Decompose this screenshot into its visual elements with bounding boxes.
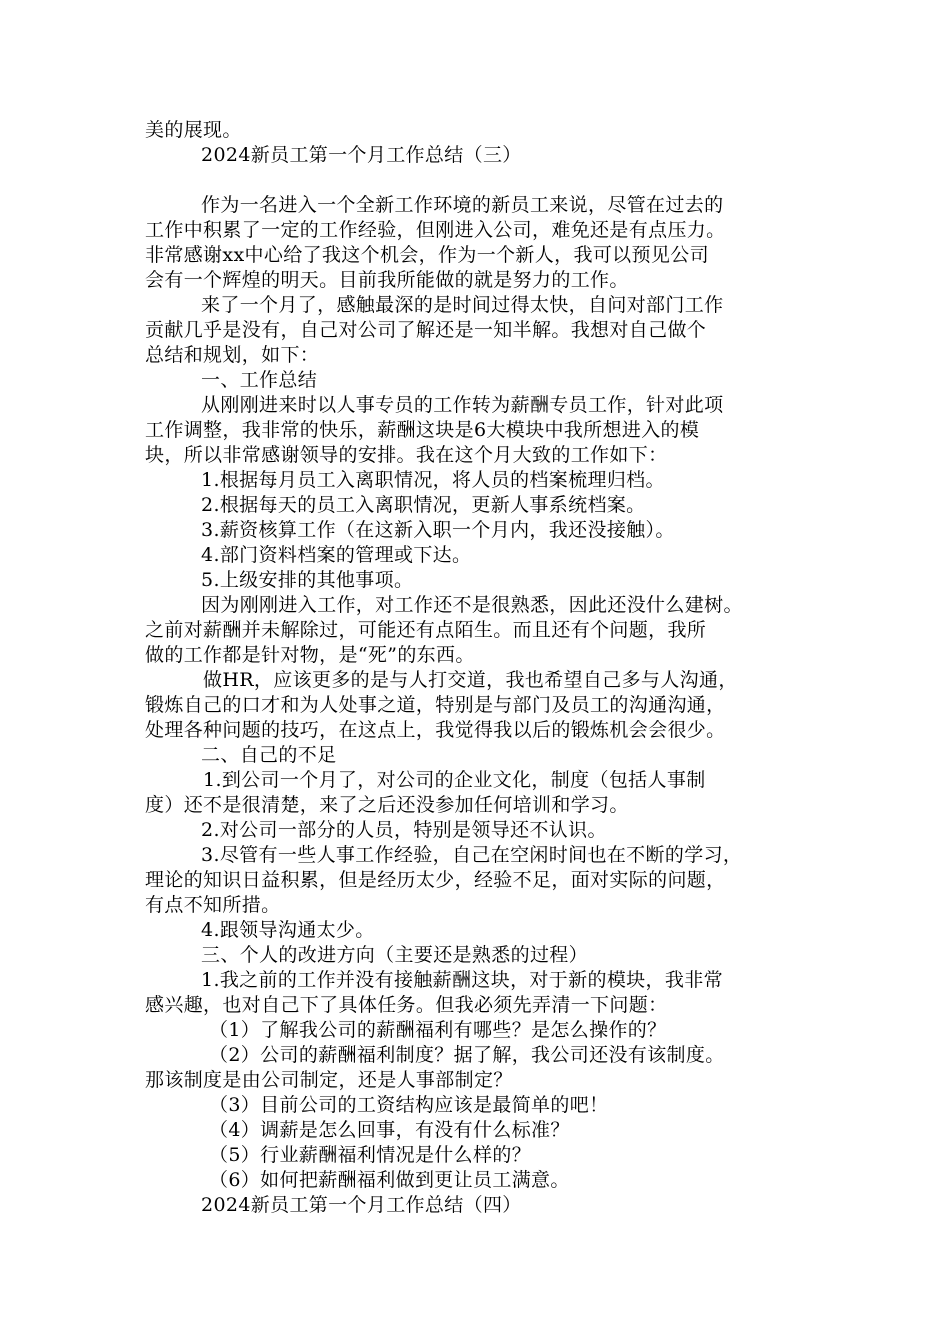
- list-item: 2.对公司一部分的人员，特别是领导还不认识。: [201, 819, 607, 841]
- paragraph-line: 做的工作都是针对物，是“死”的东西。: [145, 644, 475, 666]
- list-item: （2）公司的薪酬福利制度？据了解，我公司还没有该制度。: [209, 1044, 725, 1066]
- list-item: 3.薪资核算工作（在这新入职一个月内，我还没接触）。: [201, 519, 675, 541]
- list-item: 5.上级安排的其他事项。: [201, 569, 414, 591]
- list-item: 3.尽管有一些人事工作经验，自己在空闲时间也在不断的学习，: [201, 844, 743, 866]
- paragraph-line: 总结和规划，如下：: [145, 344, 320, 366]
- paragraph-line: 锻炼自己的口才和为人处事之道，特别是与部门及员工的沟通沟通，: [145, 694, 726, 716]
- list-item: （4）调薪是怎么回事，有没有什么标准？: [209, 1119, 570, 1141]
- heading-line: 二、自己的不足: [201, 744, 337, 766]
- paragraph-line: 之前对薪酬并未解除过，可能还有点陌生。而且还有个问题，我所: [145, 619, 707, 641]
- paragraph-line: 来了一个月了，感触最深的是时间过得太快，自问对部门工作: [201, 294, 724, 316]
- paragraph-line: 感兴趣，也对自己下了具体任务。但我必须先弄清一下问题：: [145, 994, 668, 1016]
- paragraph-line: 做HR，应该更多的是与人打交道，我也希望自己多与人沟通，: [203, 669, 738, 691]
- paragraph-line: 非常感谢xx中心给了我这个机会，作为一个新人，我可以预见公司: [145, 244, 709, 266]
- list-item: 1.根据每月员工入离职情况，将人员的档案梳理归档。: [201, 469, 665, 491]
- list-item: 1.到公司一个月了，对公司的企业文化，制度（包括人事制: [203, 769, 706, 791]
- paragraph-line: 会有一个辉煌的明天。目前我所能做的就是努力的工作。: [145, 269, 629, 291]
- paragraph-line: 块，所以非常感谢领导的安排。我在这个月大致的工作如下：: [145, 444, 668, 466]
- paragraph-line: 从刚刚进来时以人事专员的工作转为薪酬专员工作，针对此项: [201, 394, 724, 416]
- paragraph-line: 贡献几乎是没有，自己对公司了解还是一知半解。我想对自己做个: [145, 319, 707, 341]
- heading-line: 一、工作总结: [201, 369, 318, 391]
- paragraph-line: 处理各种问题的技巧，在这点上，我觉得我以后的锻炼机会会很少。: [145, 719, 726, 741]
- list-item: （1）了解我公司的薪酬福利有哪些？是怎么操作的？: [209, 1019, 667, 1041]
- blank-line: [145, 168, 813, 193]
- paragraph-line: 因为刚刚进入工作，对工作还不是很熟悉，因此还没什么建树。: [201, 594, 743, 616]
- paragraph-line: 有点不知所措。: [145, 894, 281, 916]
- list-item: 4.跟领导沟通太少。: [201, 919, 375, 941]
- section-title: 2024新员工第一个月工作总结（四）: [201, 1194, 522, 1216]
- section-title: 2024新员工第一个月工作总结（三）: [201, 144, 522, 166]
- paragraph-line: 那该制度是由公司制定，还是人事部制定？: [145, 1069, 513, 1091]
- document-body: [145, 118, 813, 1218]
- list-item: （5）行业薪酬福利情况是什么样的？: [209, 1144, 532, 1166]
- paragraph-line: 理论的知识日益积累，但是经历太少，经验不足，面对实际的问题，: [145, 869, 726, 891]
- paragraph-line: 度）还不是很清楚，来了之后还没参加任何培训和学习。: [145, 794, 629, 816]
- list-item: 1.我之前的工作并没有接触薪酬这块，对于新的模块，我非常: [201, 969, 723, 991]
- heading-line: 三、个人的改进方向（主要还是熟悉的过程）: [201, 944, 589, 966]
- list-item: （6）如何把薪酬福利做到更让员工满意。: [209, 1169, 570, 1191]
- paragraph-line: 作为一名进入一个全新工作环境的新员工来说，尽管在过去的: [201, 194, 724, 216]
- list-item: 2.根据每天的员工入离职情况，更新人事系统档案。: [201, 494, 646, 516]
- paragraph-line: 工作中积累了一定的工作经验，但刚进入公司，难免还是有点压力。: [145, 219, 726, 241]
- list-item: （3）目前公司的工资结构应该是最简单的吧！: [209, 1094, 609, 1116]
- list-item: 4.部门资料档案的管理或下达。: [201, 544, 472, 566]
- paragraph-line: 工作调整，我非常的快乐，薪酬这块是6大模块中我所想进入的模: [145, 419, 700, 441]
- text-line: 美的展现。: [145, 119, 242, 141]
